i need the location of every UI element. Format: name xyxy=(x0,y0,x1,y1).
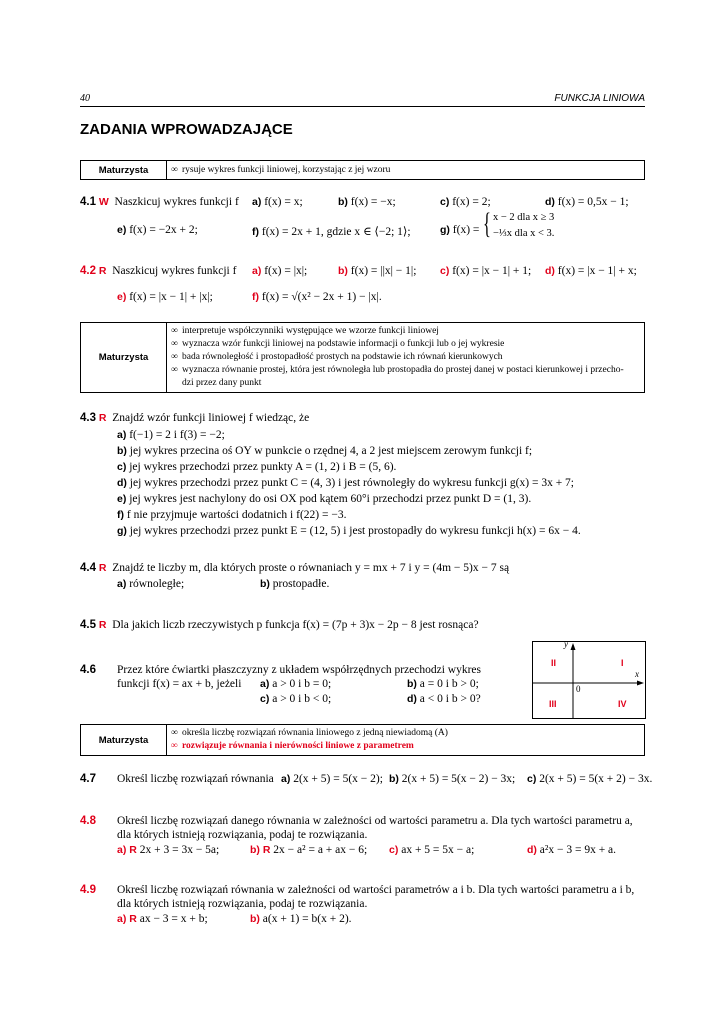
y-axis-arrow-icon xyxy=(571,643,576,650)
infinity-bullet-icon: ∞ xyxy=(171,352,178,362)
quadrant-iii-label: III xyxy=(549,699,557,709)
item-4-4-a: a) równoległe; xyxy=(117,578,185,590)
item-4-3-f: f) f nie przyjmuje wartości dodatnich i f(22) = −3. xyxy=(117,509,347,521)
problem-4-2: 4.2 R Naszkicuj wykres funkcji f xyxy=(80,265,237,277)
requirements-box-1 xyxy=(80,160,645,180)
item-4-8-b: b) R 2x − a² = a + ax − 6; xyxy=(250,844,368,856)
item-4-4-b: b) prostopadłe. xyxy=(260,578,330,590)
requirement-item: ∞ rysuje wykres funkcji liniowej, korzystając z jej wzoru xyxy=(171,164,391,175)
requirement-item-highlighted: ∞ rozwiązuje równania i nierówności liniowe z parametrem xyxy=(171,741,414,751)
quadrant-i-label: I xyxy=(621,658,624,668)
piecewise-case-1: x − 2 dla x ≥ 3 xyxy=(493,212,555,223)
running-title: FUNKCJA LINIOWA xyxy=(554,93,645,104)
header-rule xyxy=(80,106,645,107)
item-4-7-c: c) 2(x + 5) = 5(x + 2) − 3x. xyxy=(527,773,653,785)
item-4-3-e: e) jej wykres jest nachylony do osi OX pod kątem 60°i przechodzi przez punkt D = (1, 3). xyxy=(117,493,532,505)
problem-4-7-intro: Określ liczbę rozwiązań równania xyxy=(117,773,274,785)
origin-label: 0 xyxy=(576,684,581,694)
requirements-box-3 xyxy=(80,724,645,756)
item-4-6-a: a) a > 0 i b = 0; xyxy=(260,678,332,690)
requirement-item: ∞ wyznacza równanie prostej, która jest równoległa lub prostopadła do prostej danej w postaci kierunkowej i przecho- xyxy=(171,365,624,375)
problem-4-4: 4.4 R Znajdź te liczby m, dla których proste o równaniach y = mx + 7 i y = (4m − 5)x − 7 są xyxy=(80,562,510,574)
item-4-3-g: g) jej wykres przechodzi przez punkt E = (12, 5) i jest prostopadły do wykresu funkcji h(x) = 6x − 4. xyxy=(117,525,581,537)
infinity-bullet-icon: ∞ xyxy=(171,741,178,751)
box-label: Maturzysta xyxy=(81,323,167,393)
item-4-1-a: a) f(x) = x; xyxy=(252,196,303,208)
item-4-6-b: b) a = 0 i b > 0; xyxy=(407,678,479,690)
item-4-8-d: d) a²x − 3 = 9x + a. xyxy=(527,844,617,856)
item-4-8-c: c) ax + 5 = 5x − a; xyxy=(389,844,475,856)
item-4-6-c: c) a > 0 i b < 0; xyxy=(260,693,332,705)
item-4-3-a: a) f(−1) = 2 i f(3) = −2; xyxy=(117,429,225,441)
quadrant-diagram xyxy=(532,641,646,719)
item-4-1-b: b) f(x) = −x; xyxy=(338,196,396,208)
problem-4-8-text-2: dla których istnieją rozwiązania, podaj te rozwiązania. xyxy=(117,829,368,841)
problem-4-9: 4.9 xyxy=(80,884,96,896)
problem-4-7: 4.7 xyxy=(80,773,96,785)
problem-4-9-text-1: Określ liczbę rozwiązań równania w zależności od wartości parametrów a i b. Dla tych wartości parametru a i b, xyxy=(117,884,635,896)
x-axis-arrow-icon xyxy=(637,681,644,686)
box-label: Maturzysta xyxy=(81,725,167,756)
requirements-box-2 xyxy=(80,322,645,393)
item-4-1-e: e) f(x) = −2x + 2; xyxy=(117,224,198,236)
item-4-2-d: d) f(x) = |x − 1| + x; xyxy=(545,265,637,277)
y-axis-label: y xyxy=(564,639,568,649)
requirement-item: ∞ interpretuje współczynniki występujące we wzorze funkcji liniowej xyxy=(171,326,439,336)
quadrant-ii-label: II xyxy=(551,658,557,668)
item-4-2-c: c) f(x) = |x − 1| + 1; xyxy=(440,265,532,277)
infinity-bullet-icon: ∞ xyxy=(171,365,178,375)
piecewise-case-2: −⅓x dla x < 3. xyxy=(493,228,555,239)
item-4-1-c: c) f(x) = 2; xyxy=(440,196,491,208)
infinity-bullet-icon: ∞ xyxy=(171,728,178,738)
problem-4-8-text-1: Określ liczbę rozwiązań danego równania w zależności od wartości parametru a. Dla tych wartości parametru a, xyxy=(117,815,633,827)
quadrant-iv-label: IV xyxy=(618,699,627,709)
requirement-item: ∞ wyznacza wzór funkcji liniowej na podstawie informacji o funkcji lub o jej wykresie xyxy=(171,339,505,349)
item-4-1-g: g) f(x) = xyxy=(440,224,480,236)
page-number: 40 xyxy=(80,93,90,104)
item-4-2-f: f) f(x) = √(x² − 2x + 1) − |x|. xyxy=(252,291,382,303)
item-4-2-a: a) f(x) = |x|; xyxy=(252,265,308,277)
problem-4-9-text-2: dla których istnieją rozwiązania, podaj te rozwiązania. xyxy=(117,898,368,910)
item-4-8-a: a) R 2x + 3 = 3x − 5a; xyxy=(117,844,220,856)
item-4-2-e: e) f(x) = |x − 1| + |x|; xyxy=(117,291,213,303)
item-4-7-a: a) 2(x + 5) = 5(x − 2); xyxy=(281,773,383,785)
x-axis-label: x xyxy=(635,669,639,679)
item-4-3-c: c) jej wykres przechodzi przez punkty A = (1, 2) i B = (5, 6). xyxy=(117,461,397,473)
problem-4-8: 4.8 xyxy=(80,815,96,827)
item-4-9-a: a) R ax − 3 = x + b; xyxy=(117,913,208,925)
problem-4-5: 4.5 R Dla jakich liczb rzeczywistych p funkcja f(x) = (7p + 3)x − 2p − 8 jest rosnąca? xyxy=(80,619,479,631)
item-4-2-b: b) f(x) = ||x| − 1|; xyxy=(338,265,417,277)
infinity-bullet-icon: ∞ xyxy=(171,326,178,336)
problem-4-6: 4.6 xyxy=(80,664,96,676)
requirement-item: ∞ bada równoległość i prostopadłość prostych na podstawie ich równań kierunkowych xyxy=(171,352,503,362)
requirement-item: ∞ określa liczbę rozwiązań równania liniowego z jedną niewiadomą (A) xyxy=(171,728,448,738)
infinity-bullet-icon: ∞ xyxy=(171,339,178,349)
problem-4-1: 4.1 W Naszkicuj wykres funkcji f xyxy=(80,196,239,208)
item-4-6-d: d) a < 0 i b > 0? xyxy=(407,693,481,705)
brace: { xyxy=(483,207,491,240)
item-4-1-f: f) f(x) = 2x + 1, gdzie x ∈ ⟨−2; 1⟩; xyxy=(252,226,411,238)
problem-4-3: 4.3 R Znajdź wzór funkcji liniowej f wiedząc, że xyxy=(80,412,310,424)
item-4-9-b: b) a(x + 1) = b(x + 2). xyxy=(250,913,352,925)
section-title: ZADANIA WPROWADZAJĄCE xyxy=(80,121,293,138)
box-label: Maturzysta xyxy=(81,161,167,180)
item-4-7-b: b) 2(x + 5) = 5(x − 2) − 3x; xyxy=(389,773,516,785)
requirement-item-continued: dzi przez dany punkt xyxy=(182,378,262,388)
problem-4-6-text-1: Przez które ćwiartki płaszczyzny z układem współrzędnych przechodzi wykres xyxy=(117,664,482,676)
item-4-3-d: d) jej wykres przechodzi przez punkt C = (4, 3) i jest równoległy do wykresu funkcji g(x) = 3x + 7; xyxy=(117,477,575,489)
problem-4-6-text-2: funkcji f(x) = ax + b, jeżeli xyxy=(117,678,242,690)
infinity-bullet-icon: ∞ xyxy=(171,164,178,175)
item-4-3-b: b) jej wykres przecina oś OY w punkcie o rzędnej 4, a 2 jest miejscem zerowym funkcji f; xyxy=(117,445,533,457)
item-4-1-d: d) f(x) = 0,5x − 1; xyxy=(545,196,629,208)
